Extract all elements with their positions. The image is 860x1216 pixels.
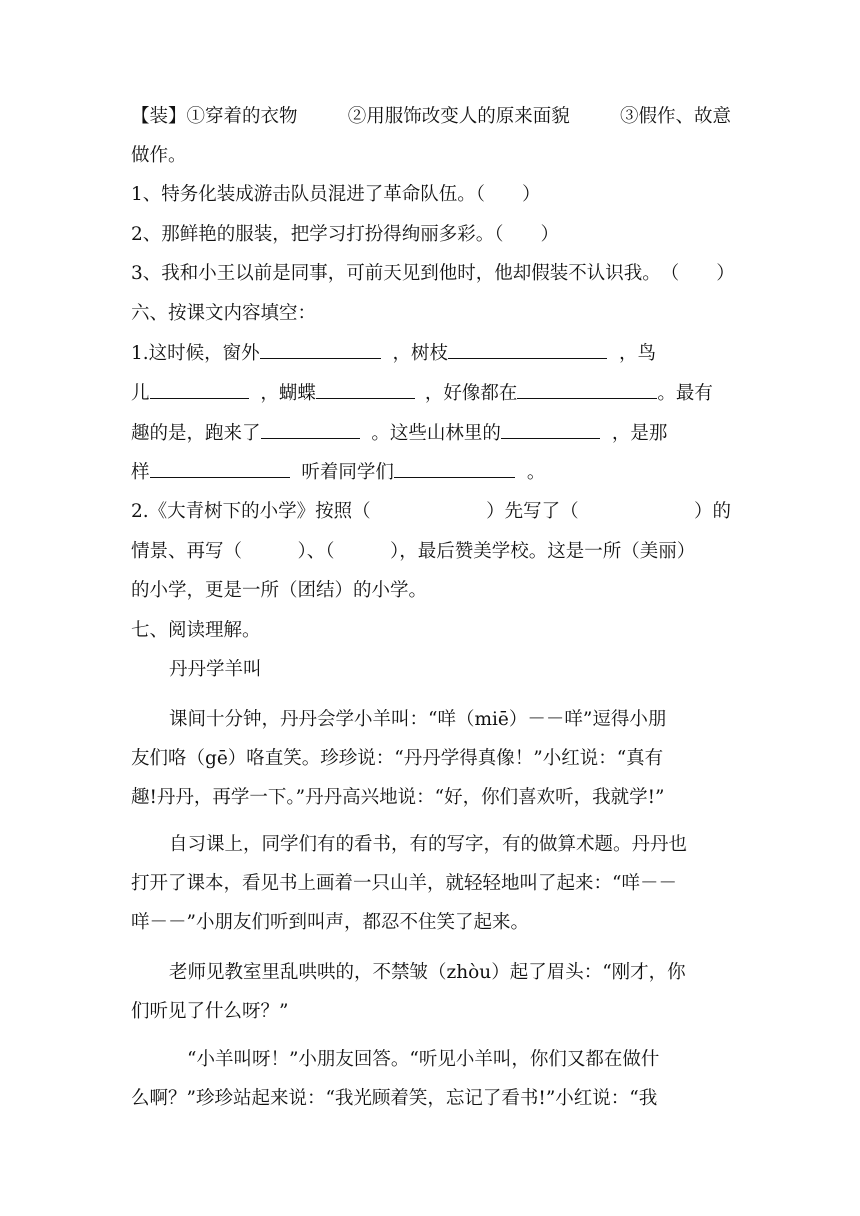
question-2-line-2: 情景、再写（ ）、（ ），最后赞美学校。这是一所（美丽） xyxy=(131,541,696,562)
fill-line-1 xyxy=(131,342,731,365)
fill-text: 。 xyxy=(526,462,546,483)
fill-blank xyxy=(316,382,415,399)
fill-blank xyxy=(448,342,607,359)
meaning-2: ②用服饰改变人的原来面貌 xyxy=(347,106,570,127)
section-title: 七、阅读理解。 xyxy=(131,620,261,641)
fill-blank xyxy=(517,382,657,399)
fill-text: ，是那 xyxy=(611,423,668,444)
fill-text: ，蝴蝶 xyxy=(260,383,316,404)
fill-text: 趣的是，跑来了 xyxy=(131,423,261,444)
q-text: ）先写了（ xyxy=(486,501,579,522)
paragraph-line: “小羊叫呀！”小朋友回答。“听见小羊叫，你们又都在做什 xyxy=(187,1049,660,1070)
fill-line-4 xyxy=(131,461,731,484)
fill-text: 儿 xyxy=(131,383,150,404)
fill-line-2 xyxy=(131,382,731,405)
question-2-line-3: 的小学，更是一所（团结）的小学。 xyxy=(131,580,428,601)
item-text: 3、我和小王以前是同事，可前天见到他时，他却假装不认识我。 xyxy=(131,263,661,284)
fill-text: 样 xyxy=(131,462,150,483)
meaning-1: ①穿着的衣物 xyxy=(186,106,298,127)
answer-blank: （ ） xyxy=(494,224,560,245)
paragraph-line: 打开了课本，看见书上画着一只山羊，就轻轻地叫了起来：“咩－－ xyxy=(131,873,677,894)
fill-text: 听着同学们 xyxy=(301,462,394,483)
paragraph-line: 们听见了什么呀？” xyxy=(131,1001,289,1022)
paragraph-line: 自习课上，同学们有的看书，有的写字，有的做算术题。丹丹也 xyxy=(169,834,688,855)
q-text: ）的 xyxy=(693,501,731,522)
fill-blank xyxy=(150,382,249,399)
answer-blank: （ ） xyxy=(660,263,735,284)
paragraph-line: 么啊？”珍珍站起来说：“我光顾着笑，忘记了看书!”小红说：“我 xyxy=(131,1088,658,1109)
exercise-item-1 xyxy=(131,184,731,206)
item-text: 2、那鲜艳的服装，把学习打扮得绚丽多彩。 xyxy=(131,224,495,245)
answer-blank: （ ） xyxy=(475,184,541,205)
fill-blank xyxy=(261,422,360,439)
fill-text: 。最有 xyxy=(657,383,713,404)
fill-text: ，鸟 xyxy=(618,343,656,364)
story-title: 丹丹学羊叫 xyxy=(169,659,262,680)
fill-text: 1.这时候，窗外 xyxy=(131,343,260,364)
paragraph-line: 友们咯（gē）咯直笑。珍珍说：“丹丹学得真像！”小红说：“真有 xyxy=(131,748,664,769)
exercise-item-2 xyxy=(131,224,731,246)
exercise-item-3 xyxy=(131,263,735,285)
q-text: 2.《大青树下的小学》按照（ xyxy=(131,501,371,522)
paragraph-line: 老师见教室里乱哄哄的，不禁皱（zhòu）起了眉头：“刚才，你 xyxy=(169,962,686,983)
meaning-3: ③假作、故意 xyxy=(619,106,731,127)
definition-line xyxy=(131,106,731,128)
fill-line-3 xyxy=(131,422,731,445)
fill-blank xyxy=(150,461,290,478)
item-text: 1、特务化装成游击队员混进了革命队伍。 xyxy=(131,184,476,205)
paragraph-line: 咩－－”小朋友们听到叫声，都忍不住笑了起来。 xyxy=(131,912,529,933)
question-2-line-1 xyxy=(131,501,731,523)
fill-text: ，好像都在 xyxy=(424,383,518,404)
section-title: 六、按课文内容填空： xyxy=(131,303,317,324)
paragraph-line: 趣!丹丹，再学一下。”丹丹高兴地说：“好，你们喜欢听，我就学!” xyxy=(131,787,665,808)
fill-blank xyxy=(394,461,515,478)
definition-continuation: 做作。 xyxy=(131,145,187,166)
entry-head: 【装】 xyxy=(131,106,187,127)
fill-text: 。这些山林里的 xyxy=(371,423,501,444)
paragraph-line: 课间十分钟，丹丹会学小羊叫：“咩（miē）－－咩”逗得小朋 xyxy=(169,709,667,730)
fill-blank xyxy=(260,342,381,359)
fill-text: ，树枝 xyxy=(392,343,449,364)
fill-blank xyxy=(501,422,600,439)
